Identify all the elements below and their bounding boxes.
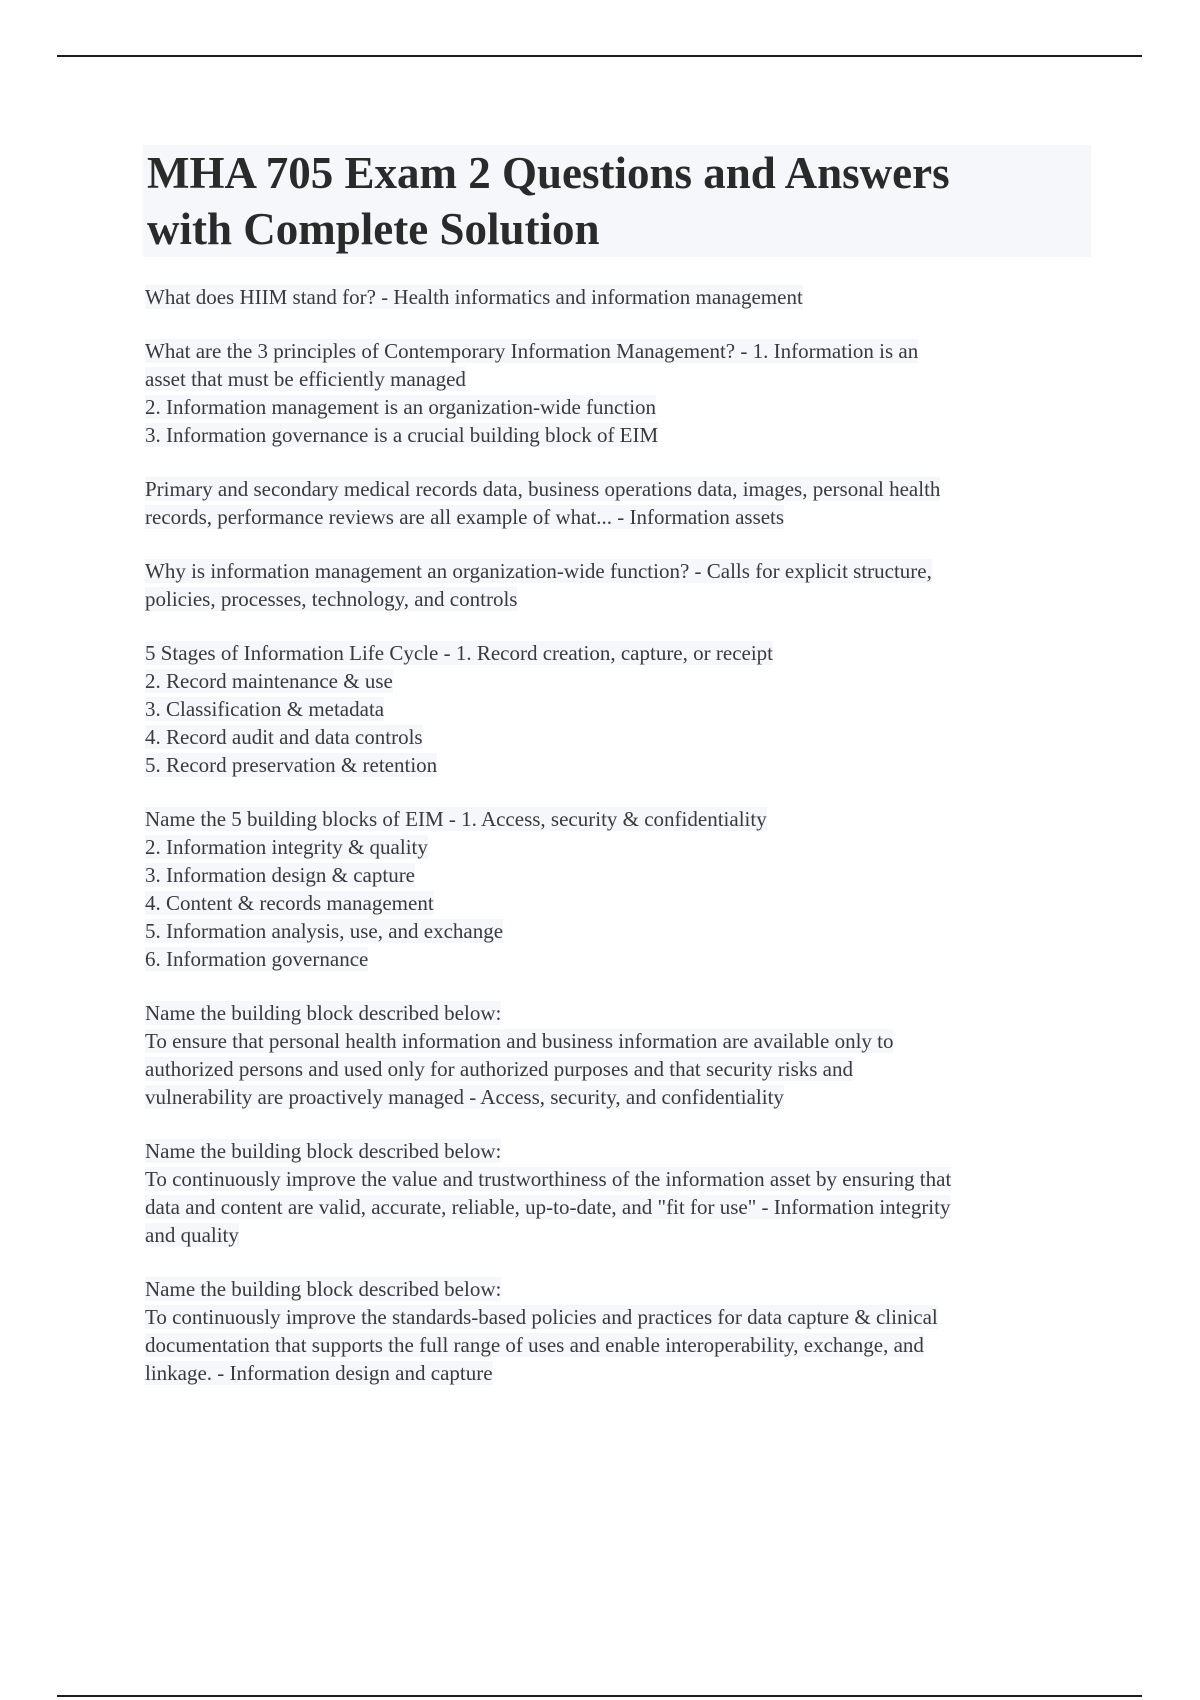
qa-line-text: 4. Record audit and data controls — [145, 725, 423, 749]
qa-line — [145, 337, 1090, 365]
qa-line-text: records, performance reviews are all example of what... - Information assets — [145, 505, 785, 529]
qa-line-text: asset that must be efficiently managed — [145, 367, 466, 391]
qa-line — [145, 639, 1090, 667]
qa-line — [145, 1275, 1090, 1303]
top-rule — [57, 55, 1142, 57]
qa-line-text: To continuously improve the value and trustworthiness of the information asset by ensuring that — [145, 1167, 952, 1191]
qa-line-text: 2. Information management is an organization-wide function — [145, 395, 657, 419]
qa-line-text: 5. Information analysis, use, and exchange — [145, 919, 504, 943]
qa-line — [145, 723, 1090, 751]
qa-line — [145, 393, 1090, 421]
qa-line — [145, 283, 1090, 311]
qa-line-text: 5 Stages of Information Life Cycle - 1. Record creation, capture, or receipt — [145, 641, 774, 665]
qa-item — [145, 475, 1090, 531]
title-line: with Complete Solution — [147, 204, 600, 254]
qa-line-text: linkage. - Information design and capture — [145, 1361, 493, 1385]
qa-line-text: 6. Information governance — [145, 947, 369, 971]
qa-line — [145, 365, 1090, 393]
qa-line-text: policies, processes, technology, and controls — [145, 587, 518, 611]
qa-line — [145, 1137, 1090, 1165]
qa-line — [145, 861, 1090, 889]
qa-item — [145, 999, 1090, 1111]
qa-line-text: Primary and secondary medical records data, business operations data, images, personal health — [145, 477, 941, 501]
qa-line — [145, 1303, 1090, 1331]
qa-item — [145, 337, 1090, 449]
qa-line-text: 4. Content & records management — [145, 891, 434, 915]
qa-line-text: Why is information management an organization-wide function? - Calls for explicit structure, — [145, 559, 932, 583]
qa-line — [145, 1331, 1090, 1359]
qa-line-text: To continuously improve the standards-based policies and practices for data capture & clinical — [145, 1305, 938, 1329]
qa-line-text: documentation that supports the full range of uses and enable interoperability, exchange, and — [145, 1333, 924, 1357]
qa-line — [145, 1165, 1090, 1193]
qa-line-text: data and content are valid, accurate, reliable, up-to-date, and "fit for use" - Information integrity — [145, 1195, 951, 1219]
qa-line — [145, 945, 1090, 973]
qa-line — [145, 667, 1090, 695]
qa-line — [145, 585, 1090, 613]
qa-line-text: To ensure that personal health information and business information are available only to — [145, 1029, 894, 1053]
qa-item — [145, 1137, 1090, 1249]
bottom-rule — [57, 1695, 1142, 1697]
qa-line — [145, 751, 1090, 779]
qa-line-text: 2. Record maintenance & use — [145, 669, 393, 693]
qa-line-text: 3. Information governance is a crucial building block of EIM — [145, 423, 659, 447]
qa-line — [145, 999, 1090, 1027]
qa-line-text: 5. Record preservation & retention — [145, 753, 438, 777]
qa-item — [145, 639, 1090, 779]
page-title — [147, 145, 1087, 257]
title-line: MHA 705 Exam 2 Questions and Answers — [147, 148, 950, 198]
qa-line-text: Name the building block described below: — [145, 1277, 502, 1301]
qa-line — [145, 695, 1090, 723]
qa-line-text: Name the 5 building blocks of EIM - 1. Access, security & confidentiality — [145, 807, 767, 831]
qa-list — [145, 283, 1090, 1413]
qa-line — [145, 805, 1090, 833]
qa-line — [145, 475, 1090, 503]
qa-line — [145, 503, 1090, 531]
qa-line — [145, 1359, 1090, 1387]
qa-line-text: authorized persons and used only for authorized purposes and that security risks and — [145, 1057, 853, 1081]
qa-line-text: What are the 3 principles of Contemporary Information Management? - 1. Information is an — [145, 339, 919, 363]
qa-line-text: What does HIIM stand for? - Health informatics and information management — [145, 285, 803, 309]
qa-item — [145, 283, 1090, 311]
qa-line — [145, 833, 1090, 861]
qa-line — [145, 421, 1090, 449]
qa-line-text: 3. Information design & capture — [145, 863, 416, 887]
qa-line-text: 2. Information integrity & quality — [145, 835, 428, 859]
qa-line — [145, 1083, 1090, 1111]
qa-item — [145, 557, 1090, 613]
qa-line-text: 3. Classification & metadata — [145, 697, 385, 721]
qa-item — [145, 1275, 1090, 1387]
qa-item — [145, 805, 1090, 973]
qa-line — [145, 1027, 1090, 1055]
qa-line — [145, 917, 1090, 945]
qa-line — [145, 1055, 1090, 1083]
qa-line-text: Name the building block described below: — [145, 1139, 502, 1163]
qa-line-text: vulnerability are proactively managed - Access, security, and confidentiality — [145, 1085, 784, 1109]
qa-line-text: Name the building block described below: — [145, 1001, 502, 1025]
qa-line — [145, 889, 1090, 917]
qa-line — [145, 1193, 1090, 1221]
qa-line — [145, 557, 1090, 585]
qa-line-text: and quality — [145, 1223, 239, 1247]
qa-line — [145, 1221, 1090, 1249]
